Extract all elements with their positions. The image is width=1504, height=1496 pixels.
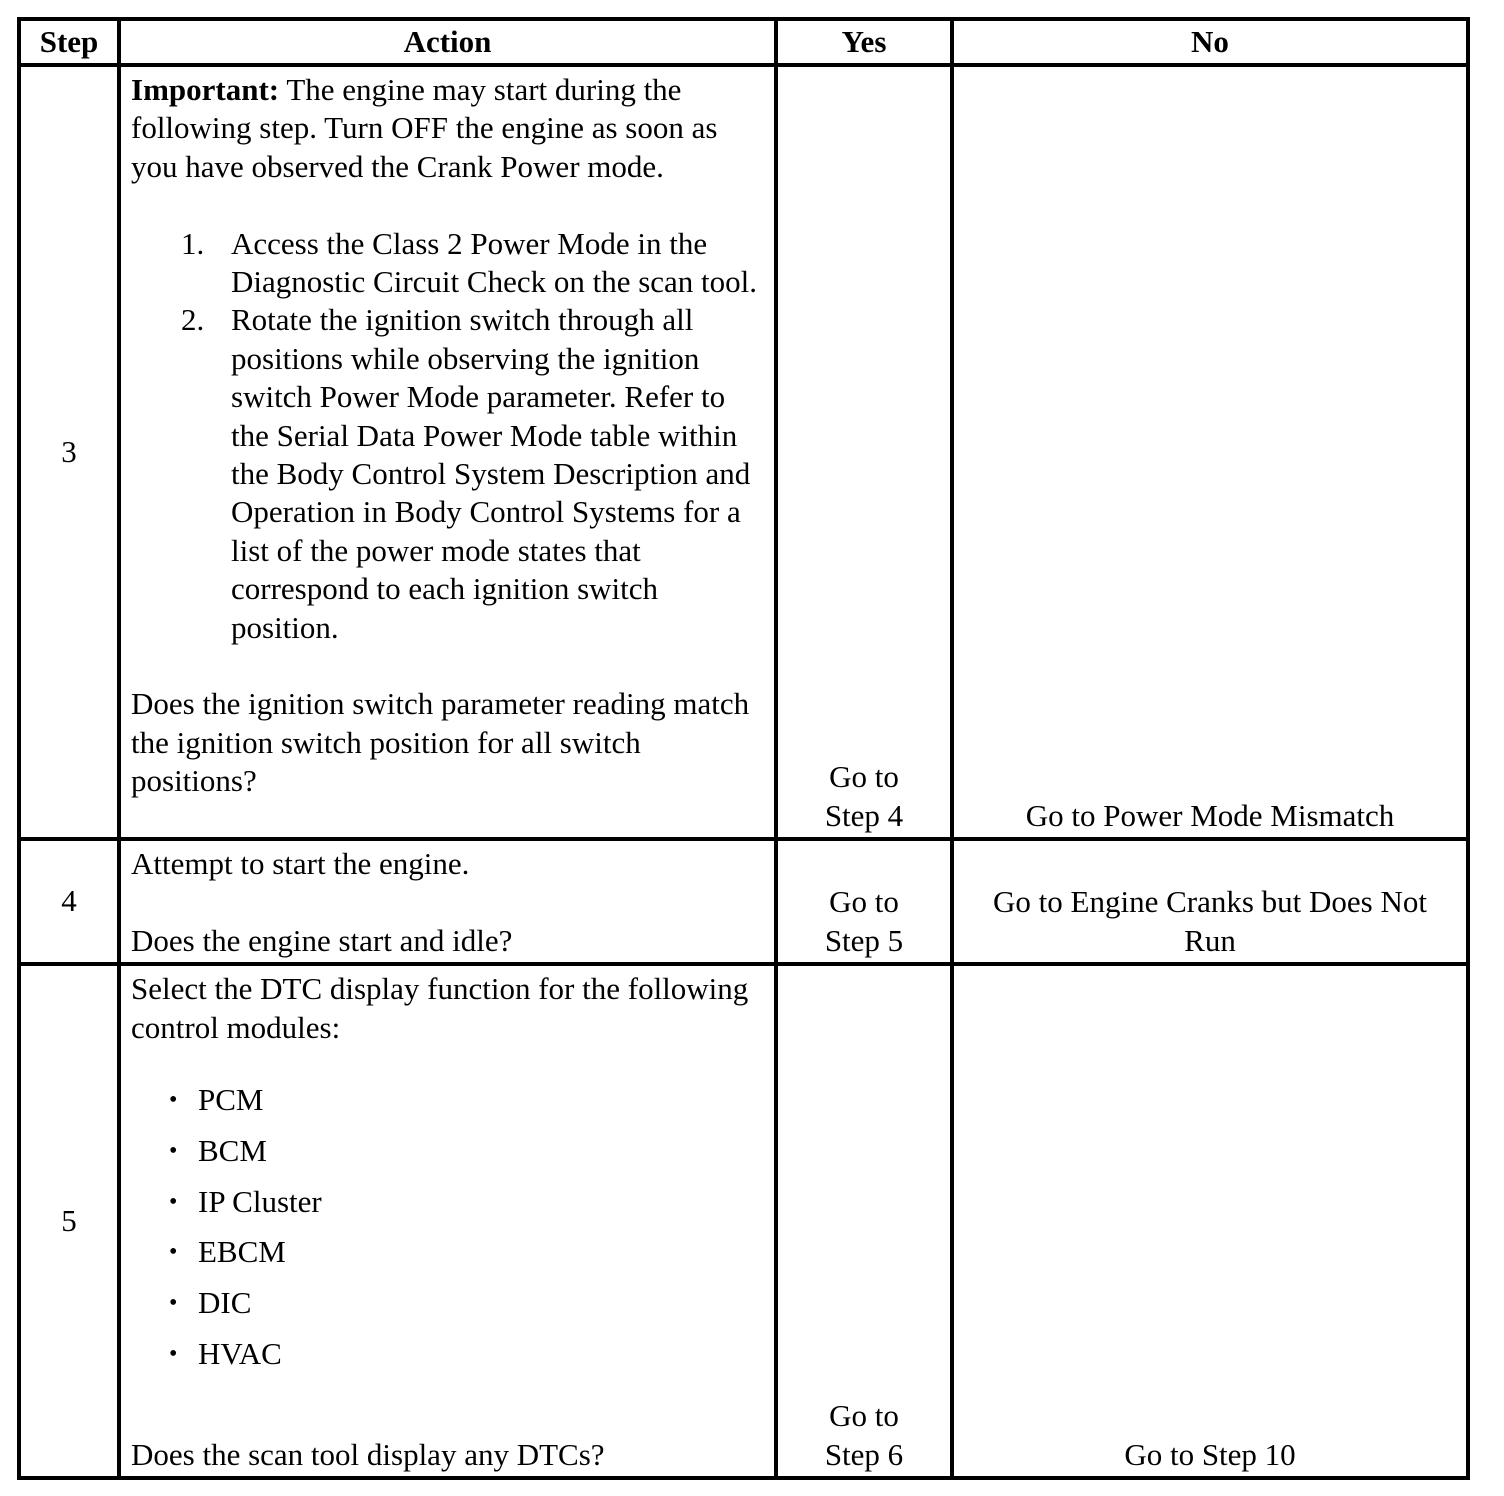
bullet-icon: • [169,1341,178,1367]
no-link-engine-cranks[interactable]: Go to Engine Cranks but Does Not Run [993,884,1427,958]
step-number: 4 [19,839,119,964]
list-item [131,1177,764,1228]
important-label: Important: [131,72,280,107]
header-step: Step [19,19,119,65]
list-item [131,1329,764,1380]
list-text: Access the Class 2 Power Mode in the Diagnostic Circuit Check on the scan tool. [231,225,758,300]
list-item [131,1278,764,1329]
bullet-icon: • [169,1087,178,1114]
no-cell [952,964,1468,1478]
list-item [131,225,764,302]
no-link-power-mode-mismatch[interactable]: Go to Power Mode Mismatch [1025,797,1395,833]
yes-cell [776,839,952,964]
list-number: 2. [181,302,205,338]
header-action: Action [119,19,776,65]
list-item [131,1075,764,1126]
instruction-text: Select the DTC display function for the following control modules: [131,971,749,1045]
question-text: Does the engine start and idle? [131,922,513,958]
no-cell [952,65,1468,839]
module-name: BCM [198,1132,267,1168]
module-name: DIC [198,1285,252,1321]
module-list [131,1075,764,1380]
bullet-icon: • [169,1290,178,1317]
table-row-step-4 [19,839,1468,964]
list-item [131,1227,764,1278]
numbered-steps [131,225,764,647]
action-cell [119,839,776,964]
module-name: PCM [198,1082,264,1118]
header-no: No [952,19,1468,65]
header-row [19,19,1468,65]
list-number: 1. [181,225,205,261]
list-item [131,1126,764,1177]
yes-link-step-4[interactable]: Go to Step 4 [824,759,904,833]
question-text: Does the scan tool display any DTCs? [131,1436,605,1472]
module-name: HVAC [198,1336,282,1371]
instruction-text: Attempt to start the engine. [131,846,470,881]
table-row-step-3 [19,65,1468,839]
yes-cell [776,65,952,839]
module-name: IP Cluster [198,1183,322,1219]
bullet-icon: • [169,1239,178,1266]
yes-link-step-5[interactable]: Go to Step 5 [824,884,904,958]
action-cell [119,65,776,839]
no-cell [952,839,1468,964]
bullet-icon: • [169,1137,178,1164]
no-link-step-10[interactable]: Go to Step 10 [1124,1436,1296,1472]
list-item [131,301,764,647]
bullet-icon: • [169,1188,178,1215]
yes-cell [776,964,952,1478]
question-text: Does the ignition switch parameter reading match the ignition switch position for all switch positions? [131,686,750,799]
step-number: 5 [19,964,119,1478]
important-text: The engine may start during the following step. Turn OFF the engine as soon as you have observed the Crank Power mode. [131,72,718,184]
important-note [131,71,764,186]
action-cell [119,964,776,1478]
list-text: Rotate the ignition switch through all positions while observing the ignition switch Power Mode parameter. Refer to the Serial Data Power Mode table within the Body Control System Description and Operation in Body Control Systems for a list of the power mode states that correspond to each ignition switch position. [231,302,751,645]
table-row-step-5 [19,964,1468,1478]
step-number: 3 [19,65,119,839]
yes-link-step-6[interactable]: Go to Step 6 [824,1398,904,1472]
module-name: EBCM [198,1234,286,1270]
header-yes: Yes [776,19,952,65]
diagnostic-table [17,17,1470,1480]
